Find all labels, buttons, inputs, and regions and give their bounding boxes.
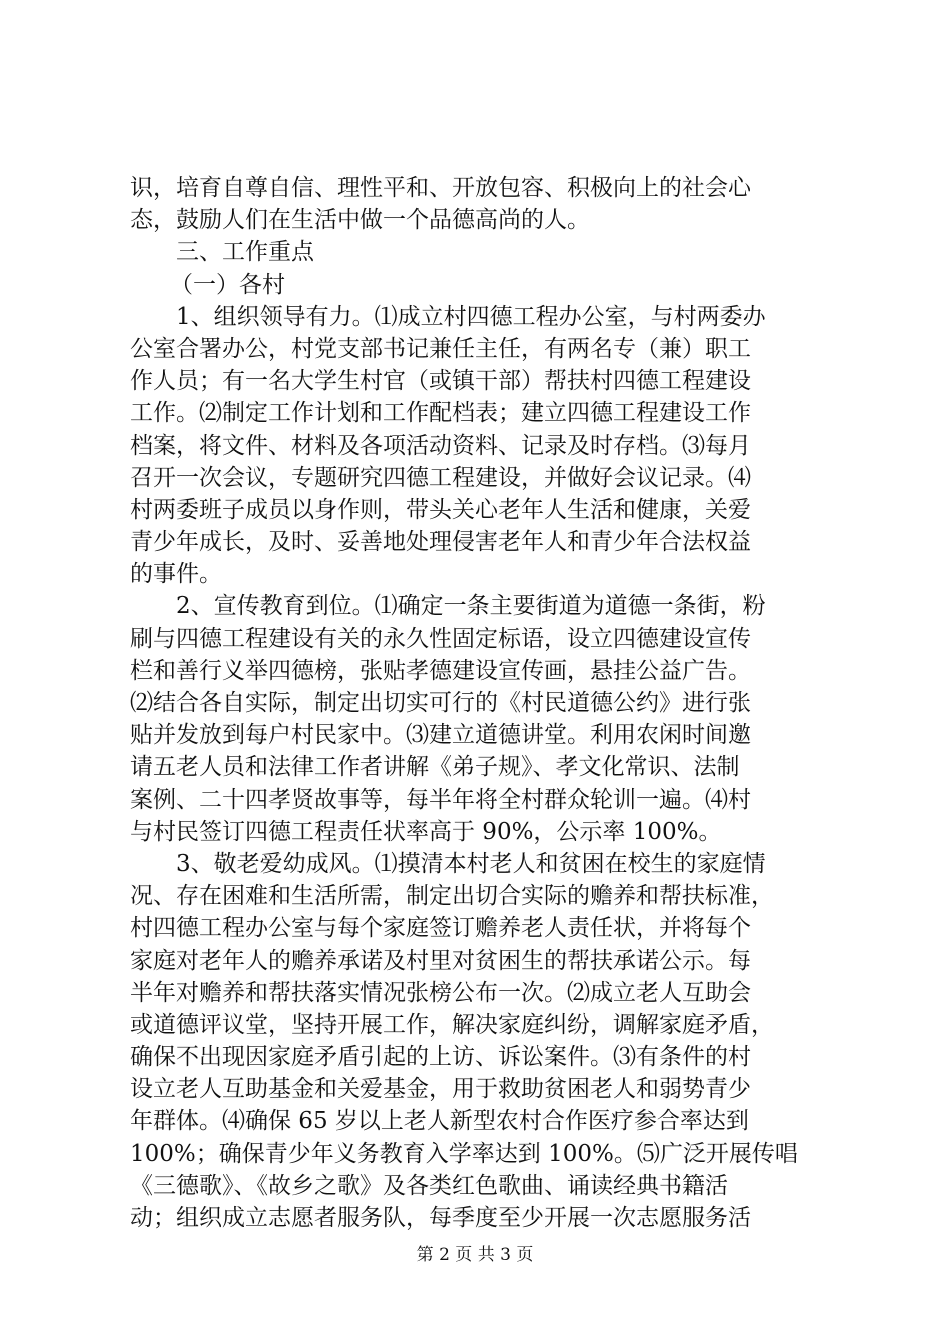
text-line: 设立老人互助基金和关爱基金，用于救助贫困老人和弱势青少 <box>130 1076 751 1103</box>
text-line: 年群体。⑷确保 65 岁以上老人新型农村合作医疗参合率达到 <box>130 1108 749 1135</box>
text-line: 况、存在困难和生活所需，制定出切合实际的赡养和帮扶标准， <box>130 883 774 910</box>
text-line: 工作。⑵制定工作计划和工作配档表；建立四德工程建设工作 <box>130 400 751 427</box>
text-line: 请五老人员和法律工作者讲解《弟子规》、孝文化常识、法制 <box>130 754 740 781</box>
paragraph-start: 2、宣传教育到位。⑴确定一条主要街道为道德一条街，粉 <box>176 593 766 620</box>
text-line: 《三德歌》、《故乡之歌》及各类红色歌曲、诵读经典书籍活 <box>130 1172 728 1199</box>
document-body <box>130 172 830 1234</box>
text-line: 村两委班子成员以身作则，带头关心老年人生活和健康，关爱 <box>130 496 751 523</box>
text-line: 作人员；有一名大学生村官（或镇干部）帮扶村四德工程建设 <box>130 368 751 395</box>
text-line: 的事件。 <box>130 561 222 588</box>
text-line: 案例、二十四孝贤故事等，每半年将全村群众轮训一遍。⑷村 <box>130 786 751 813</box>
text-line: 态，鼓励人们在生活中做一个品德高尚的人。 <box>130 207 590 234</box>
text-line: 青少年成长，及时、妥善地处理侵害老年人和青少年合法权益 <box>130 529 751 556</box>
paragraph-start: 1、组织领导有力。⑴成立村四德工程办公室，与村两委办 <box>176 303 766 330</box>
text-line: 动；组织成立志愿者服务队，每季度至少开展一次志愿服务活 <box>130 1205 751 1231</box>
text-line: 家庭对老年人的赡养承诺及村里对贫困生的帮扶承诺公示。每 <box>130 947 751 974</box>
text-line: 半年对赡养和帮扶落实情况张榜公布一次。⑵成立老人互助会 <box>130 979 751 1006</box>
text-line: 确保不出现因家庭矛盾引起的上访、诉讼案件。⑶有条件的村 <box>130 1044 751 1071</box>
text-line: 或道德评议堂，坚持开展工作，解决家庭纠纷，调解家庭矛盾， <box>130 1011 774 1038</box>
text-line: 召开一次会议，专题研究四德工程建设，并做好会议记录。⑷ <box>130 464 751 491</box>
text-line: 与村民签订四德工程责任状率高于 90%，公示率 100%。 <box>130 818 722 845</box>
text-line: 档案，将文件、材料及各项活动资料、记录及时存档。⑶每月 <box>130 432 751 459</box>
section-heading: 三、工作重点 <box>176 239 314 266</box>
text-line: 公室合署办公，村党支部书记兼任主任，有两名专（兼）职工 <box>130 335 751 362</box>
page-indicator: 第 2 页 共 3 页 <box>416 1245 534 1265</box>
text-line: 栏和善行义举四德榜，张贴孝德建设宣传画，悬挂公益广告。 <box>130 657 751 684</box>
subsection-heading: （一）各村 <box>170 271 285 298</box>
text-line: 100%；确保青少年义务教育入学率达到 100%。⑸广泛开展传唱 <box>130 1140 798 1167</box>
text-line: 贴并发放到每户村民家中。⑶建立道德讲堂。利用农闲时间邀 <box>130 722 751 749</box>
text-line: 识，培育自尊自信、理性平和、开放包容、积极向上的社会心 <box>130 175 751 201</box>
text-line: 刷与四德工程建设有关的永久性固定标语，设立四德建设宣传 <box>130 625 751 652</box>
paragraph-start: 3、敬老爱幼成风。⑴摸清本村老人和贫困在校生的家庭情 <box>176 850 766 877</box>
text-line: ⑵结合各自实际，制定出切实可行的《村民道德公约》进行张 <box>130 690 751 716</box>
text-line: 村四德工程办公室与每个家庭签订赡养老人责任状，并将每个 <box>130 915 751 942</box>
